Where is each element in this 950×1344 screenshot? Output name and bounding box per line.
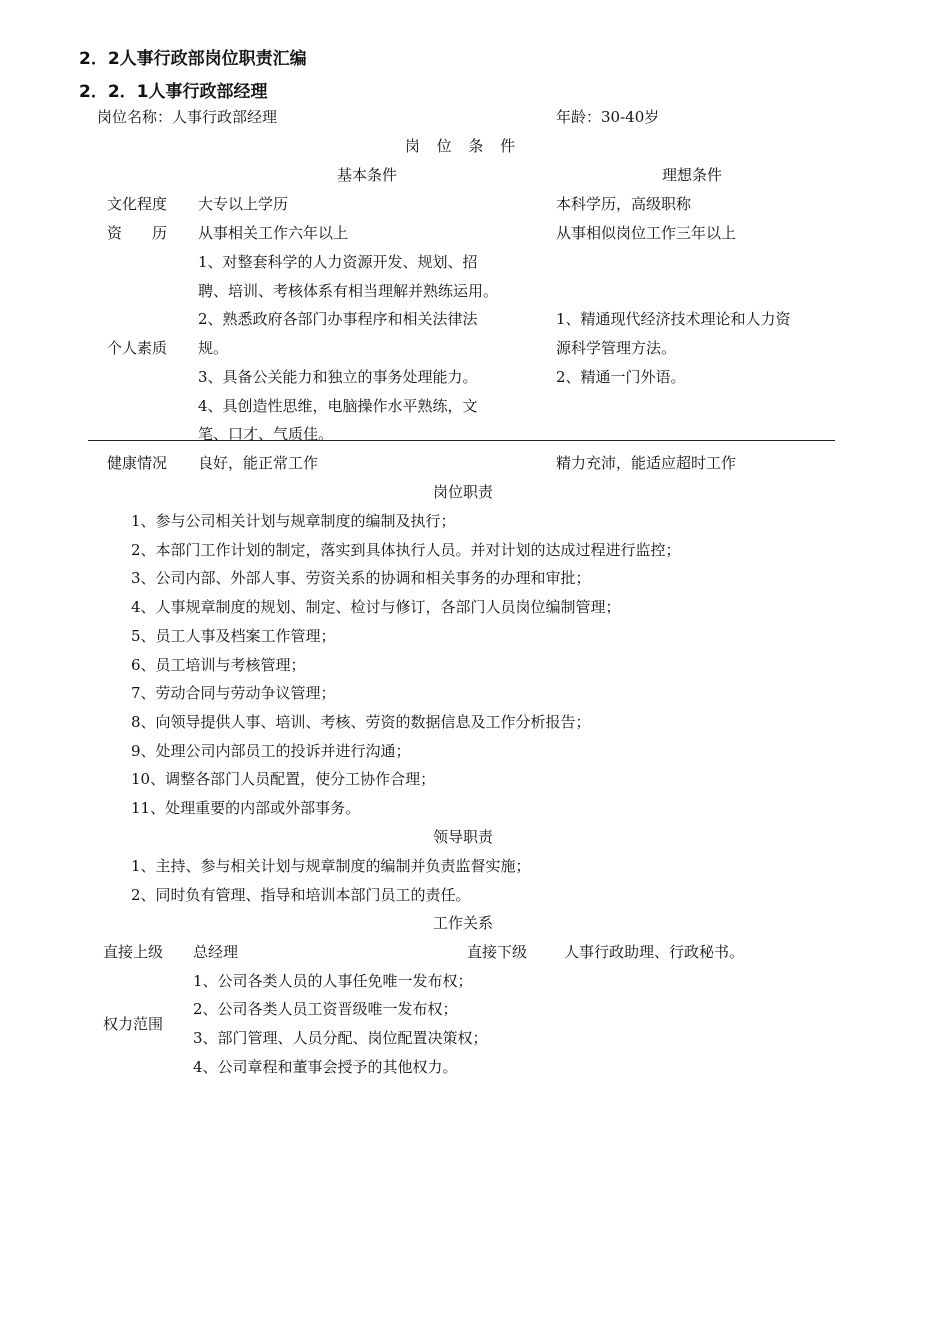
duty-item: 5、员工人事及档案工作管理；: [131, 627, 336, 645]
duty-item: 7、劳动合同与劳动争议管理；: [131, 684, 336, 702]
duty-item: 4、人事规章制度的规划、制定、检讨与修订，各部门人员岗位编制管理；: [131, 598, 621, 616]
age-requirement: 年龄：30-40岁: [556, 108, 660, 126]
duty-item: 10、调整各部门人员配置，使分工协作合理；: [131, 770, 436, 788]
health-ideal: 精力充沛，能适应超时工作: [556, 454, 737, 472]
conditions-title: 岗 位 条 件: [404, 137, 522, 155]
superior-label: 直接上级: [103, 943, 164, 961]
duties-title: 岗位职责: [432, 483, 493, 501]
authority-item: 2、公司各类人员工资晋级唯一发布权；: [193, 1000, 458, 1018]
authority-item: 1、公司各类人员的人事任免唯一发布权；: [193, 972, 473, 990]
personal-basic-line: 1、对整套科学的人力资源开发、规划、招: [198, 253, 478, 271]
personal-basic-line: 笔、口才、气质佳。: [198, 425, 334, 443]
personal-label: 个人素质: [107, 339, 168, 357]
duty-item: 2、本部门工作计划的制定，落实到具体执行人员。并对计划的达成过程进行监控；: [131, 541, 681, 559]
personal-ideal-line: 2、精通一门外语。: [556, 368, 686, 386]
personal-ideal-line: 1、精通现代经济技术理论和人力资: [556, 310, 791, 328]
ideal-conditions-header: 理想条件: [661, 166, 722, 184]
basic-conditions-header: 基本条件: [336, 166, 397, 184]
duty-item: 11、处理重要的内部或外部事务。: [131, 799, 361, 817]
superior-value: 总经理: [193, 943, 239, 961]
personal-ideal-line: 源科学管理方法。: [556, 339, 677, 357]
duty-item: 6、员工培训与考核管理；: [131, 656, 306, 674]
duty-item: 3、公司内部、外部人事、劳资关系的协调和相关事务的办理和审批；: [131, 569, 591, 587]
education-ideal: 本科学历，高级职称: [556, 195, 692, 213]
personal-basic-line: 聘、培训、考核体系有相当理解并熟练运用。: [198, 282, 499, 300]
position-name: 岗位名称：人事行政部经理: [97, 108, 278, 126]
table-divider: [88, 440, 835, 441]
personal-basic-line: 2、熟悉政府各部门办事程序和相关法律法: [198, 310, 478, 328]
subordinate-label: 直接下级: [467, 943, 528, 961]
authority-item: 4、公司章程和董事会授予的其他权力。: [193, 1058, 458, 1076]
leadership-title: 领导职责: [432, 828, 493, 846]
subsection-heading: 2．2．1人事行政部经理: [79, 82, 268, 102]
leadership-item: 1、主持、参与相关计划与规章制度的编制并负责监督实施；: [131, 857, 531, 875]
personal-basic-line: 规。: [198, 339, 229, 357]
duty-item: 9、处理公司内部员工的投诉并进行沟通；: [131, 742, 411, 760]
education-basic: 大专以上学历: [198, 195, 289, 213]
education-label: 文化程度: [107, 195, 168, 213]
section-heading: 2．2人事行政部岗位职责汇编: [79, 49, 307, 69]
health-basic: 良好，能正常工作: [198, 454, 319, 472]
authority-label: 权力范围: [103, 1015, 164, 1033]
relations-title: 工作关系: [432, 914, 493, 932]
experience-label: 资 历: [107, 224, 168, 242]
experience-ideal: 从事相似岗位工作三年以上: [556, 224, 737, 242]
health-label: 健康情况: [107, 454, 168, 472]
duty-item: 1、参与公司相关计划与规章制度的编制及执行；: [131, 512, 456, 530]
personal-basic-line: 4、具创造性思维，电脑操作水平熟练，文: [198, 397, 478, 415]
experience-basic: 从事相关工作六年以上: [198, 224, 349, 242]
authority-item: 3、部门管理、人员分配、岗位配置决策权；: [193, 1029, 488, 1047]
personal-basic-line: 3、具备公关能力和独立的事务处理能力。: [198, 368, 478, 386]
subordinate-value: 人事行政助理、行政秘书。: [564, 943, 745, 961]
leadership-item: 2、同时负有管理、指导和培训本部门员工的责任。: [131, 886, 471, 904]
duty-item: 8、向领导提供人事、培训、考核、劳资的数据信息及工作分析报告；: [131, 713, 591, 731]
